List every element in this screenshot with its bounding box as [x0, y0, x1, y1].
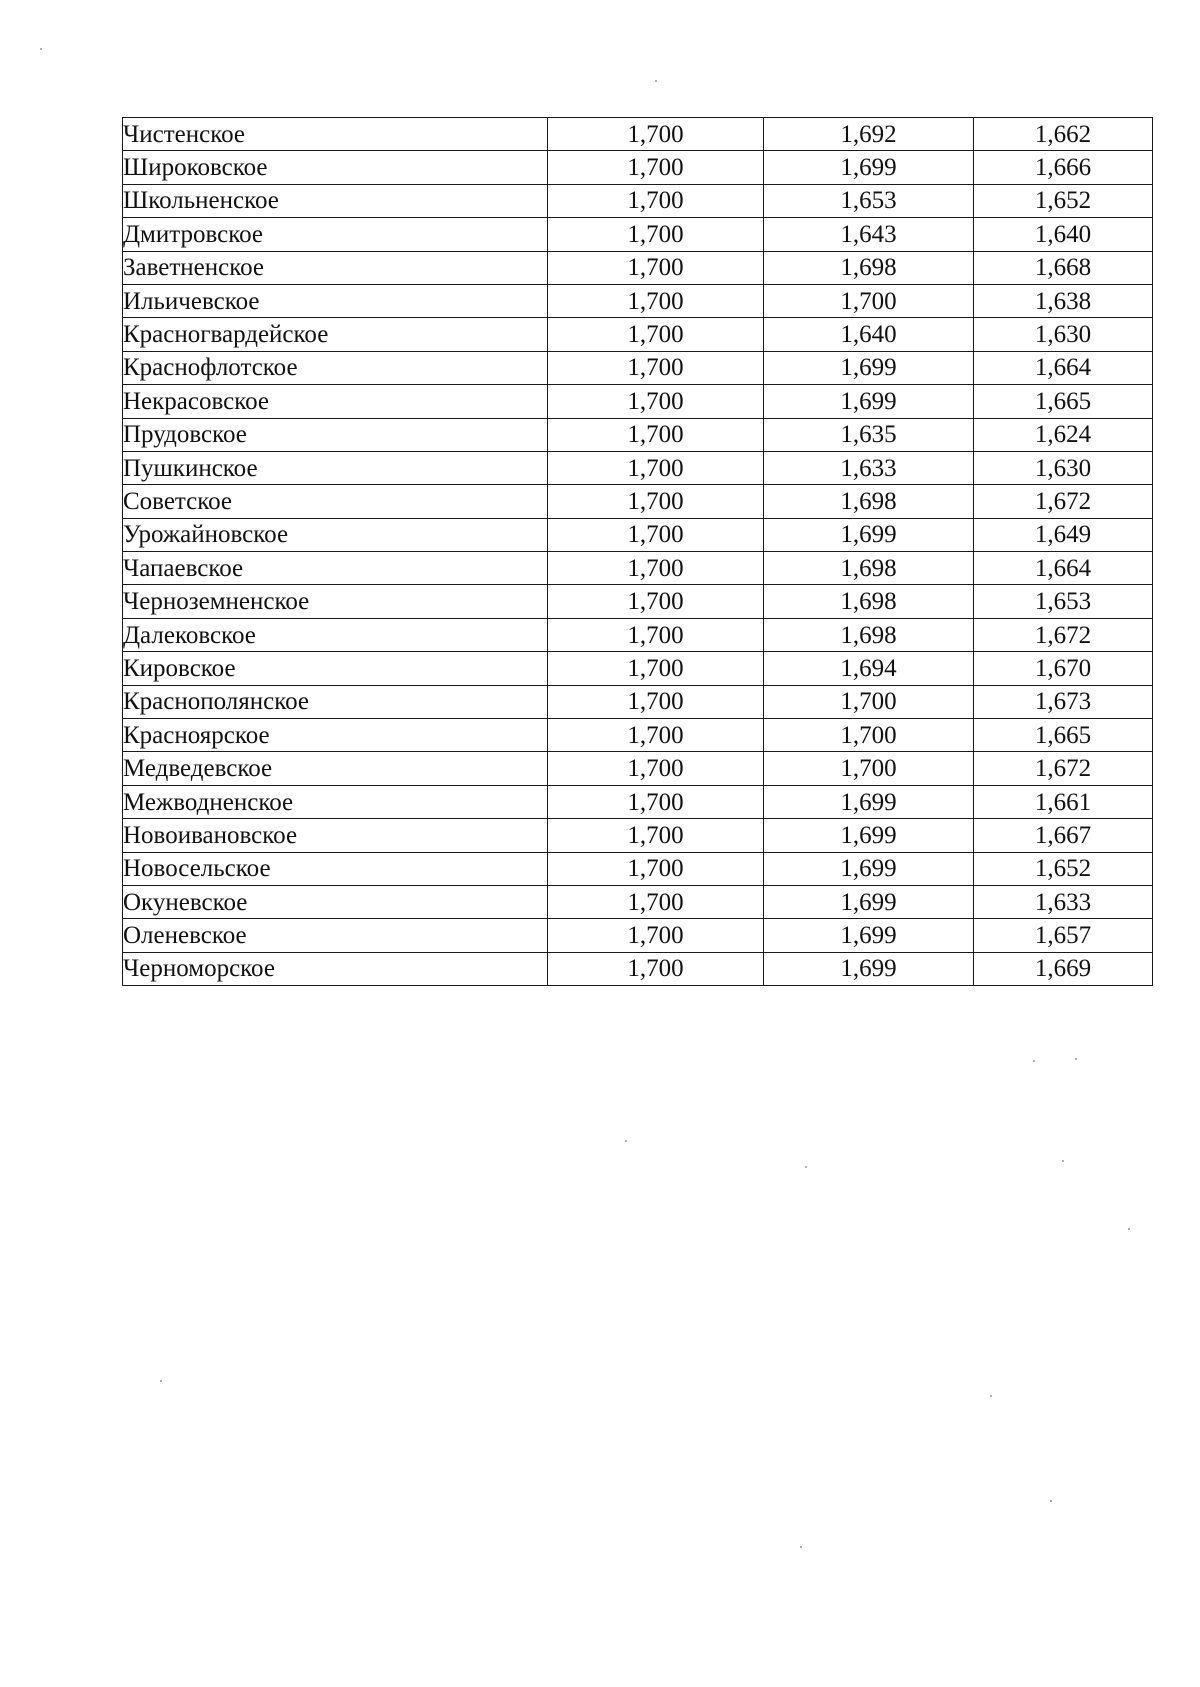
value-column-1-cell: 1,700	[548, 485, 764, 518]
settlement-name-cell: Оленевское	[123, 919, 548, 952]
scan-speck	[40, 48, 42, 50]
settlement-name-cell: Красноярское	[123, 719, 548, 752]
value-column-3-cell: 1,662	[974, 118, 1153, 151]
value-column-3-cell: 1,649	[974, 518, 1153, 551]
settlement-name-cell: Некрасовское	[123, 385, 548, 418]
scan-speck	[1033, 1060, 1035, 1062]
value-column-1-cell: 1,700	[548, 284, 764, 317]
table-row	[123, 552, 1153, 585]
settlement-name-cell: Урожайновское	[123, 518, 548, 551]
settlement-name-cell: Пушкинское	[123, 451, 548, 484]
table-row	[123, 418, 1153, 451]
value-column-1-cell: 1,700	[548, 518, 764, 551]
value-column-1-cell: 1,700	[548, 184, 764, 217]
scan-speck	[990, 1395, 992, 1397]
scan-speck	[805, 1166, 807, 1168]
settlement-name-cell: Далековское	[123, 618, 548, 651]
value-column-3-cell: 1,624	[974, 418, 1153, 451]
value-column-2-cell: 1,699	[764, 885, 974, 918]
table-row	[123, 852, 1153, 885]
table-row	[123, 451, 1153, 484]
value-column-1-cell: 1,700	[548, 118, 764, 151]
scan-speck	[1050, 1500, 1052, 1502]
settlement-name-cell: Кировское	[123, 652, 548, 685]
value-column-3-cell: 1,664	[974, 351, 1153, 384]
value-column-2-cell: 1,699	[764, 351, 974, 384]
value-column-1-cell: 1,700	[548, 451, 764, 484]
settlement-name-cell: Чапаевское	[123, 552, 548, 585]
value-column-1-cell: 1,700	[548, 218, 764, 251]
value-column-3-cell: 1,670	[974, 652, 1153, 685]
scan-speck	[625, 1140, 627, 1142]
value-column-3-cell: 1,652	[974, 184, 1153, 217]
value-column-1-cell: 1,700	[548, 885, 764, 918]
value-column-3-cell: 1,652	[974, 852, 1153, 885]
value-column-2-cell: 1,699	[764, 385, 974, 418]
value-column-1-cell: 1,700	[548, 251, 764, 284]
value-column-2-cell: 1,635	[764, 418, 974, 451]
value-column-2-cell: 1,699	[764, 919, 974, 952]
value-column-3-cell: 1,669	[974, 952, 1153, 985]
value-column-3-cell: 1,633	[974, 885, 1153, 918]
value-column-1-cell: 1,700	[548, 852, 764, 885]
table-row	[123, 118, 1153, 151]
settlement-name-cell: Ильичевское	[123, 284, 548, 317]
value-column-1-cell: 1,700	[548, 952, 764, 985]
value-column-2-cell: 1,692	[764, 118, 974, 151]
table-row	[123, 184, 1153, 217]
value-column-1-cell: 1,700	[548, 385, 764, 418]
value-column-2-cell: 1,700	[764, 685, 974, 718]
value-column-1-cell: 1,700	[548, 418, 764, 451]
table-row	[123, 652, 1153, 685]
settlement-name-cell: Медведевское	[123, 752, 548, 785]
value-column-1-cell: 1,700	[548, 652, 764, 685]
value-column-2-cell: 1,698	[764, 485, 974, 518]
value-column-3-cell: 1,665	[974, 385, 1153, 418]
settlement-name-cell: Советское	[123, 485, 548, 518]
value-column-1-cell: 1,700	[548, 785, 764, 818]
value-column-2-cell: 1,694	[764, 652, 974, 685]
table-row	[123, 151, 1153, 184]
value-column-1-cell: 1,700	[548, 351, 764, 384]
value-column-3-cell: 1,667	[974, 819, 1153, 852]
table-row	[123, 752, 1153, 785]
settlement-name-cell: Новосельское	[123, 852, 548, 885]
value-column-2-cell: 1,653	[764, 184, 974, 217]
value-column-1-cell: 1,700	[548, 318, 764, 351]
value-column-2-cell: 1,640	[764, 318, 974, 351]
value-column-2-cell: 1,633	[764, 451, 974, 484]
table-row	[123, 885, 1153, 918]
value-column-3-cell: 1,664	[974, 552, 1153, 585]
settlement-name-cell: Заветненское	[123, 251, 548, 284]
table-row	[123, 284, 1153, 317]
value-column-3-cell: 1,673	[974, 685, 1153, 718]
value-column-3-cell: 1,672	[974, 618, 1153, 651]
value-column-1-cell: 1,700	[548, 151, 764, 184]
value-column-3-cell: 1,672	[974, 485, 1153, 518]
table-row	[123, 251, 1153, 284]
scan-speck	[160, 1380, 162, 1382]
table-row	[123, 585, 1153, 618]
settlement-name-cell: Черноземненское	[123, 585, 548, 618]
table-row	[123, 785, 1153, 818]
value-column-3-cell: 1,640	[974, 218, 1153, 251]
value-column-3-cell: 1,638	[974, 284, 1153, 317]
table-row	[123, 218, 1153, 251]
scan-speck	[1075, 1058, 1077, 1060]
table-row	[123, 952, 1153, 985]
scan-speck	[1128, 1228, 1130, 1230]
value-column-3-cell: 1,653	[974, 585, 1153, 618]
settlement-name-cell: Школьненское	[123, 184, 548, 217]
settlement-name-cell: Межводненское	[123, 785, 548, 818]
value-column-2-cell: 1,700	[764, 284, 974, 317]
value-column-1-cell: 1,700	[548, 585, 764, 618]
table-row	[123, 385, 1153, 418]
settlement-name-cell: Краснофлотское	[123, 351, 548, 384]
table-row	[123, 318, 1153, 351]
value-column-3-cell: 1,661	[974, 785, 1153, 818]
scan-speck	[1062, 1160, 1064, 1162]
table-row	[123, 351, 1153, 384]
table-row	[123, 685, 1153, 718]
value-column-2-cell: 1,699	[764, 952, 974, 985]
table-body	[123, 118, 1153, 986]
value-column-1-cell: 1,700	[548, 819, 764, 852]
value-column-2-cell: 1,700	[764, 719, 974, 752]
settlement-name-cell: Красногвардейское	[123, 318, 548, 351]
value-column-2-cell: 1,698	[764, 585, 974, 618]
table-row	[123, 719, 1153, 752]
value-column-3-cell: 1,666	[974, 151, 1153, 184]
settlement-name-cell: Широковское	[123, 151, 548, 184]
scan-speck	[655, 80, 657, 82]
value-column-2-cell: 1,698	[764, 618, 974, 651]
value-column-3-cell: 1,668	[974, 251, 1153, 284]
value-column-2-cell: 1,699	[764, 852, 974, 885]
settlement-coefficients-table	[122, 117, 1153, 986]
value-column-2-cell: 1,699	[764, 518, 974, 551]
value-column-1-cell: 1,700	[548, 618, 764, 651]
value-column-3-cell: 1,630	[974, 318, 1153, 351]
value-column-1-cell: 1,700	[548, 752, 764, 785]
settlement-name-cell: Новоивановское	[123, 819, 548, 852]
value-column-3-cell: 1,665	[974, 719, 1153, 752]
scan-speck	[800, 1546, 802, 1548]
value-column-3-cell: 1,672	[974, 752, 1153, 785]
value-column-1-cell: 1,700	[548, 919, 764, 952]
table-row	[123, 618, 1153, 651]
value-column-3-cell: 1,630	[974, 451, 1153, 484]
value-column-2-cell: 1,698	[764, 552, 974, 585]
value-column-1-cell: 1,700	[548, 685, 764, 718]
value-column-3-cell: 1,657	[974, 919, 1153, 952]
table-row	[123, 518, 1153, 551]
settlement-name-cell: Краснополянское	[123, 685, 548, 718]
settlement-name-cell: Окуневское	[123, 885, 548, 918]
value-column-2-cell: 1,700	[764, 752, 974, 785]
settlement-name-cell: Черноморское	[123, 952, 548, 985]
value-column-2-cell: 1,699	[764, 785, 974, 818]
value-column-2-cell: 1,699	[764, 819, 974, 852]
table-row	[123, 919, 1153, 952]
settlement-name-cell: Прудовское	[123, 418, 548, 451]
settlement-name-cell: Чистенское	[123, 118, 548, 151]
table-row	[123, 485, 1153, 518]
settlement-name-cell: Дмитровское	[123, 218, 548, 251]
value-column-1-cell: 1,700	[548, 719, 764, 752]
value-column-2-cell: 1,643	[764, 218, 974, 251]
value-column-2-cell: 1,699	[764, 151, 974, 184]
table-row	[123, 819, 1153, 852]
value-column-2-cell: 1,698	[764, 251, 974, 284]
value-column-1-cell: 1,700	[548, 552, 764, 585]
